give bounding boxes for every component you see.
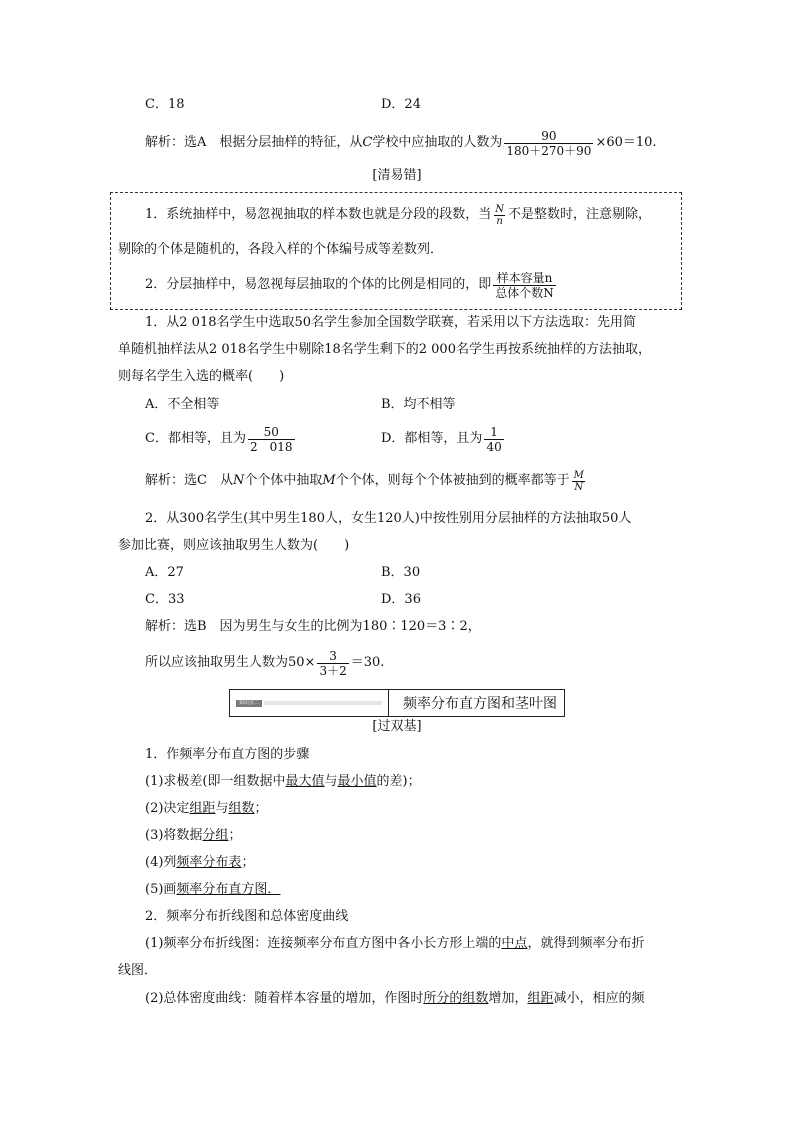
knowledge-point-tag-cell xyxy=(230,690,389,716)
step-4-a: (4)列 xyxy=(145,855,177,870)
question-1-line3: 则每名学生入选的概率( ) xyxy=(118,369,285,384)
analysis-mid: 学校中应抽取的人数为 xyxy=(372,135,503,150)
question-2-line2: 参加比赛，则应该抽取男生人数为( ) xyxy=(118,538,350,553)
step-1-min: 最小值 xyxy=(337,774,377,789)
option-d-fraction xyxy=(484,425,503,454)
male-ratio-denominator: 3＋2 xyxy=(319,663,347,678)
error-item-1-text-a: 1．系统抽样中，易忽视抽取的样本数也就是分段的段数，当 xyxy=(145,207,492,222)
error-item-1-line2: 剔除的个体是随机的，各段入样的个体编号成等差数列． xyxy=(118,242,444,257)
step-5-histogram: 频率分布直方图． xyxy=(176,882,281,897)
error-item-2 xyxy=(145,268,558,302)
question-1-line2: 单随机抽样法从2 018名学生中剔除18名学生剩下的2 000名学生再按系统抽样的方法抽取， xyxy=(118,342,651,357)
question-1-option-a: A．不全相等 xyxy=(145,397,220,412)
option-d-text: D．都相等，且为 xyxy=(381,431,483,446)
option-c-fraction xyxy=(248,425,295,454)
question-1-option-b: B．均不相等 xyxy=(381,397,456,412)
n-fraction-denominator: n xyxy=(496,215,503,227)
fraction-numerator: 90 xyxy=(541,128,557,143)
q1-analysis-a: 解析：选C 从 xyxy=(145,473,233,488)
question-1-line1: 1．从2 018名学生中选取50名学生参加全国数学联赛，若采用以下方法选取：先用简 xyxy=(145,315,637,330)
school-var: C xyxy=(362,135,373,150)
step-2-groups: 组数 xyxy=(228,801,255,816)
step-1-c: 的差)； xyxy=(376,774,421,789)
question-2-option-b: B．30 xyxy=(381,565,421,580)
knowledge-point-header xyxy=(229,689,565,717)
curve-2 xyxy=(145,990,644,1008)
step-1-max: 最大值 xyxy=(285,774,325,789)
ratio-fraction xyxy=(493,271,556,300)
male-ratio-numerator: 3 xyxy=(329,648,337,663)
question-2-line1: 2．从300名学生(其中男生180人，女生120人)中按性别用分层抽样的方法抽取50人 xyxy=(145,511,632,526)
section-clear-errors: [清易错] xyxy=(372,168,422,183)
option-c-top: C．18 xyxy=(145,97,185,112)
error-item-1 xyxy=(145,200,651,230)
option-c-numerator: 50 xyxy=(263,424,279,439)
step-3-c: ； xyxy=(228,828,242,843)
section-basics: [过双基] xyxy=(372,719,422,734)
option-d-denominator: 40 xyxy=(486,439,502,454)
step-2-c: ； xyxy=(254,801,268,816)
question-1-option-d xyxy=(381,422,506,456)
analysis-suffix: ×60＝10. xyxy=(595,135,657,150)
option-c-denominator: 2 018 xyxy=(249,439,293,454)
curve-1-midpoint: 中点 xyxy=(501,936,528,951)
curve-2-groups: 所分的组数 xyxy=(423,991,489,1006)
option-c-text: C．都相等，且为 xyxy=(145,431,246,446)
step-2-b: 与 xyxy=(215,801,229,816)
analysis-stratified xyxy=(145,126,657,160)
step-4-c: ； xyxy=(241,855,255,870)
q1-analysis-b: 个个体中抽取 xyxy=(244,473,323,488)
option-d-numerator: 1 xyxy=(490,424,498,439)
knowledge-point-title: 频率分布直方图和茎叶图 xyxy=(403,696,557,712)
question-2-option-d: D．36 xyxy=(381,592,421,607)
q2-analysis-b: ＝30. xyxy=(350,655,385,670)
curve-1-line2: 线图． xyxy=(118,963,158,978)
fraction-denominator: 180＋270＋90 xyxy=(506,143,592,158)
curve-2-c: 减小，相应的频 xyxy=(553,991,645,1006)
curve-2-a: (2)总体密度曲线：随着样本容量的增加，作图时 xyxy=(145,991,424,1006)
ratio-denominator: 总体个数N xyxy=(495,285,554,300)
step-4-table: 频率分布表 xyxy=(176,855,242,870)
probability-fraction xyxy=(572,470,586,493)
analysis-fraction xyxy=(504,129,593,158)
tag-bar xyxy=(264,701,382,705)
step-5 xyxy=(145,881,280,899)
curve-2-interval: 组距 xyxy=(527,991,554,1006)
step-3-group: 分组 xyxy=(202,828,229,843)
q1-analysis-c: 个个体，则每个个体被抽到的概率都等于 xyxy=(335,473,570,488)
step-4 xyxy=(145,854,254,872)
step-2-a: (2)决定 xyxy=(145,801,190,816)
male-ratio-fraction xyxy=(317,649,348,678)
step-2 xyxy=(145,800,267,818)
curve-1-a: (1)频率分布折线图：连接频率分布直方图中各小长方形上端的 xyxy=(145,936,502,951)
var-M: M xyxy=(322,473,336,488)
n-fraction-numerator: N xyxy=(495,203,505,215)
step-1 xyxy=(145,773,421,791)
knowledge-point-tag: 知识点二 xyxy=(236,700,262,707)
curve-1 xyxy=(145,935,644,953)
question-1-analysis xyxy=(145,466,588,496)
n-fraction xyxy=(493,204,506,227)
step-1-b: 与 xyxy=(324,774,338,789)
curve-1-b: ，就得到频率分布折 xyxy=(527,936,645,951)
question-2-option-a: A．27 xyxy=(145,565,184,580)
probability-denominator: N xyxy=(574,481,584,493)
option-d-top: D．24 xyxy=(381,97,421,112)
question-2-analysis-line2 xyxy=(145,646,384,680)
curves-heading: 2．频率分布折线图和总体密度曲线 xyxy=(145,909,349,924)
steps-heading: 1．作频率分布直方图的步骤 xyxy=(145,747,310,762)
ratio-numerator: 样本容量n xyxy=(496,270,553,285)
analysis-prefix: 解析：选A 根据分层抽样的特征，从 xyxy=(145,135,363,150)
step-1-a: (1)求极差(即一组数据中 xyxy=(145,774,286,789)
question-2-analysis-line1: 解析：选B 因为男生与女生的比例为180∶120＝3∶2， xyxy=(145,619,481,634)
curve-2-b: 增加， xyxy=(488,991,528,1006)
step-3 xyxy=(145,827,241,845)
probability-numerator: M xyxy=(573,469,584,481)
question-1-option-c xyxy=(145,422,297,456)
question-2-option-c: C．33 xyxy=(145,592,185,607)
error-item-1-text-b: 不是整数时，注意剔除， xyxy=(508,207,652,222)
step-2-interval: 组距 xyxy=(189,801,216,816)
var-N: N xyxy=(232,473,245,488)
q2-analysis-a: 所以应该抽取男生人数为50× xyxy=(145,655,316,670)
step-5-a: (5)画 xyxy=(145,882,177,897)
step-3-a: (3)将数据 xyxy=(145,828,203,843)
error-item-2-text: 2．分层抽样中，易忽视每层抽取的个体的比例是相同的，即 xyxy=(145,277,492,292)
